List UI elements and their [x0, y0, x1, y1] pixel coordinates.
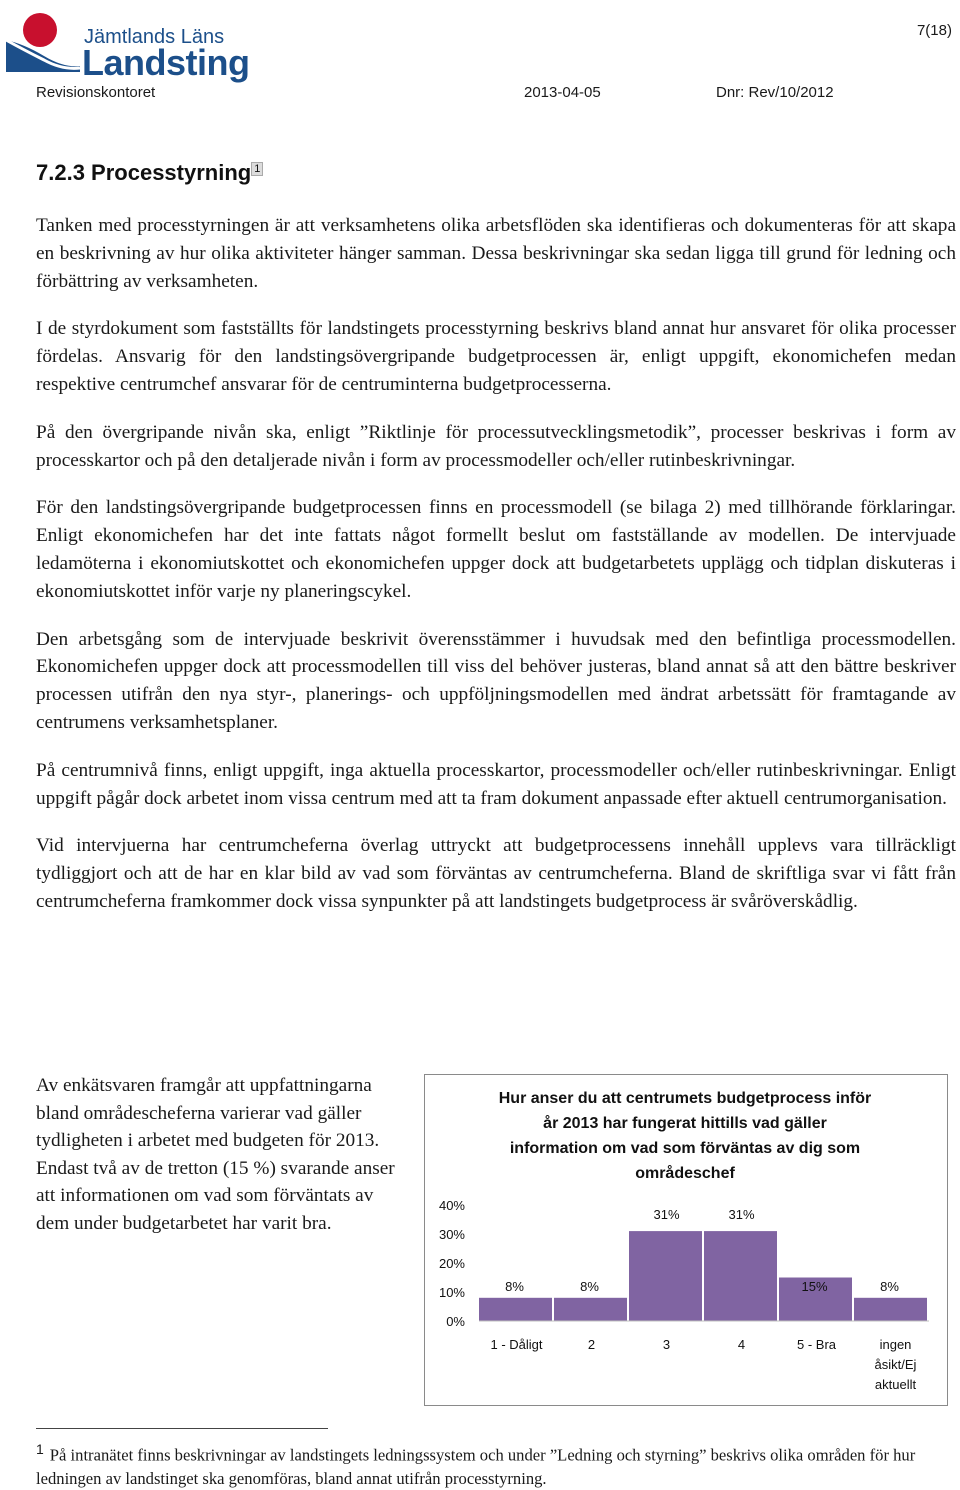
section-title-text: 7.2.3 Processtyrning: [36, 160, 252, 185]
chart-bar: [854, 1298, 927, 1321]
logo-emblem-icon: [4, 6, 84, 76]
paragraph: Vid intervjuerna har centrumcheferna överlag uttryckt att budgetprocessens innehåll upplevs vara tillräckligt tydliggjort och att de har en klar bild av vad som förväntas av centrumcheferna. Bland de skriftliga svar vi fått från centrumcheferna framkommer dock vissa synpunkter på att landstingets budgetprocess är svåröverskådlig.: [36, 835, 956, 912]
chart-bar: [704, 1231, 777, 1321]
bar-data-label: 8%: [580, 1279, 599, 1294]
body-text: [36, 212, 956, 936]
x-category-label: aktuellt: [874, 1377, 917, 1392]
chart-bar: [554, 1298, 627, 1321]
x-category-label: 5 - Bra: [796, 1337, 837, 1352]
chart-bar: [629, 1231, 702, 1321]
bar-data-label: 15%: [801, 1279, 828, 1294]
x-category-label: 4: [737, 1337, 746, 1352]
logo-line1: Jämtlands Läns: [84, 26, 225, 48]
paragraph: På centrumnivå finns, enligt uppgift, inga aktuella processkartor, processmodeller och/eller rutinbeskrivningar. Enligt uppgift pågår dock arbetet inom vissa centrum med att ta fram dokument anpassade efter aktuell centrumorganisation.: [36, 759, 956, 809]
y-tick-label: 10%: [438, 1285, 465, 1300]
footnote-reference[interactable]: 1: [251, 162, 263, 176]
x-category-label: ingen: [879, 1337, 912, 1352]
footnote-divider: [36, 1428, 328, 1429]
chart-title-line: Hur anser du att centrumets budgetprocess inför: [498, 1090, 872, 1107]
paragraph: I de styrdokument som fastställts för landstingets processtyrning beskrivs bland annat hur ansvaret för olika processer fördelas. Ansvarig för den landstingsövergripande budgetprocessen är, enligt uppgift, ekonomichefen medan respektive centrumchef ansvarar för de centruminterna budgetprocesserna.: [36, 318, 956, 395]
survey-chart: [424, 1074, 948, 1406]
paragraph: På den övergripande nivån ska, enligt ”Riktlinje för processutvecklingsmetodik”, processer beskrivas i form av processkartor och på den detaljerade nivån i form av processmodeller och/eller rutinbeskrivningar.: [36, 421, 956, 471]
y-tick-label: 30%: [438, 1227, 465, 1242]
header-office: Revisionskontoret: [36, 84, 156, 101]
header-date: 2013-04-05: [524, 84, 601, 101]
page-number: 7(18): [916, 22, 952, 39]
y-tick-label: 20%: [438, 1256, 465, 1271]
section-title: [36, 160, 263, 186]
chart-bar: [479, 1298, 552, 1321]
x-category-label: 1 - Dåligt: [490, 1337, 543, 1352]
y-tick-label: 0%: [446, 1314, 465, 1329]
side-text: [36, 1072, 398, 1238]
y-tick-label: 40%: [438, 1198, 465, 1213]
x-category-label: 2: [587, 1337, 596, 1352]
chart-title-line: år 2013 har fungerat hittills vad gäller: [543, 1115, 827, 1132]
bar-data-label: 31%: [728, 1207, 755, 1223]
bar-data-label: 8%: [880, 1279, 899, 1294]
side-paragraph: Av enkätsvaren framgår att uppfattningarna bland områdescheferna varierar vad gäller tydligheten i arbetet med budgeten för 2013. Endast två av de tretton (15 %) svarande anser att informationen om vad som förväntats av dem under budgetarbetet har varit bra.: [36, 1075, 395, 1234]
paragraph: Tanken med processtyrningen är att verksamhetens olika arbetsflöden ska identifieras och dokumenteras för att skapa en beskrivning av hur olika aktiviteter hänger samman. Dessa beskrivningar ska sedan ligga till grund för ledning och förbättring av verksamheten.: [36, 215, 956, 292]
paragraph: Den arbetsgång som de intervjuade beskrivit överensstämmer i huvudsak med den befintliga processmodellen. Ekonomichefen uppger dock att processmodellen till viss del behöver justeras, bland annat så att den bättre beskriver processen utifrån den nya styr-, planerings- och uppföljningsmodellen med ändrat arbetssätt för framtagande av centrumens verksamhetsplaner.: [36, 628, 956, 733]
header-dnr: Dnr: Rev/10/2012: [716, 84, 834, 101]
x-category-label: 3: [662, 1337, 671, 1352]
footnote-number: 1: [36, 1441, 44, 1457]
footnote: [36, 1438, 956, 1490]
logo-line2: Landsting: [82, 42, 250, 83]
x-category-label: åsikt/Ej: [874, 1357, 917, 1372]
landsting-logo: [4, 6, 250, 83]
chart-title-line: områdeschef: [635, 1165, 735, 1182]
bar-data-label: 31%: [653, 1207, 680, 1223]
bar-data-label: 8%: [505, 1279, 524, 1294]
chart-canvas: [425, 1075, 947, 1405]
footnote-text: På intranätet finns beskrivningar av landstingets ledningssystem och under ”Ledning och styrning” beskrivs olika områden för hur ledningen av landstinget ska genomföras, bland annat utifrån processtyrning.: [36, 1445, 916, 1488]
paragraph: För den landstingsövergripande budgetprocessen finns en processmodell (se bilaga 2) med tillhörande förklaringar. Enligt ekonomichefen har det inte fattats något formellt beslut om fastställande av modellen. De intervjuade ledamöterna i ekonomiutskottet och ekonomichefen uppger dock att budgetarbetets upplägg och tidplan diskuteras i ekonomiutskottet inför varje ny planeringscykel.: [36, 497, 956, 602]
chart-title-line: information om vad som förväntas av dig som: [509, 1140, 861, 1157]
